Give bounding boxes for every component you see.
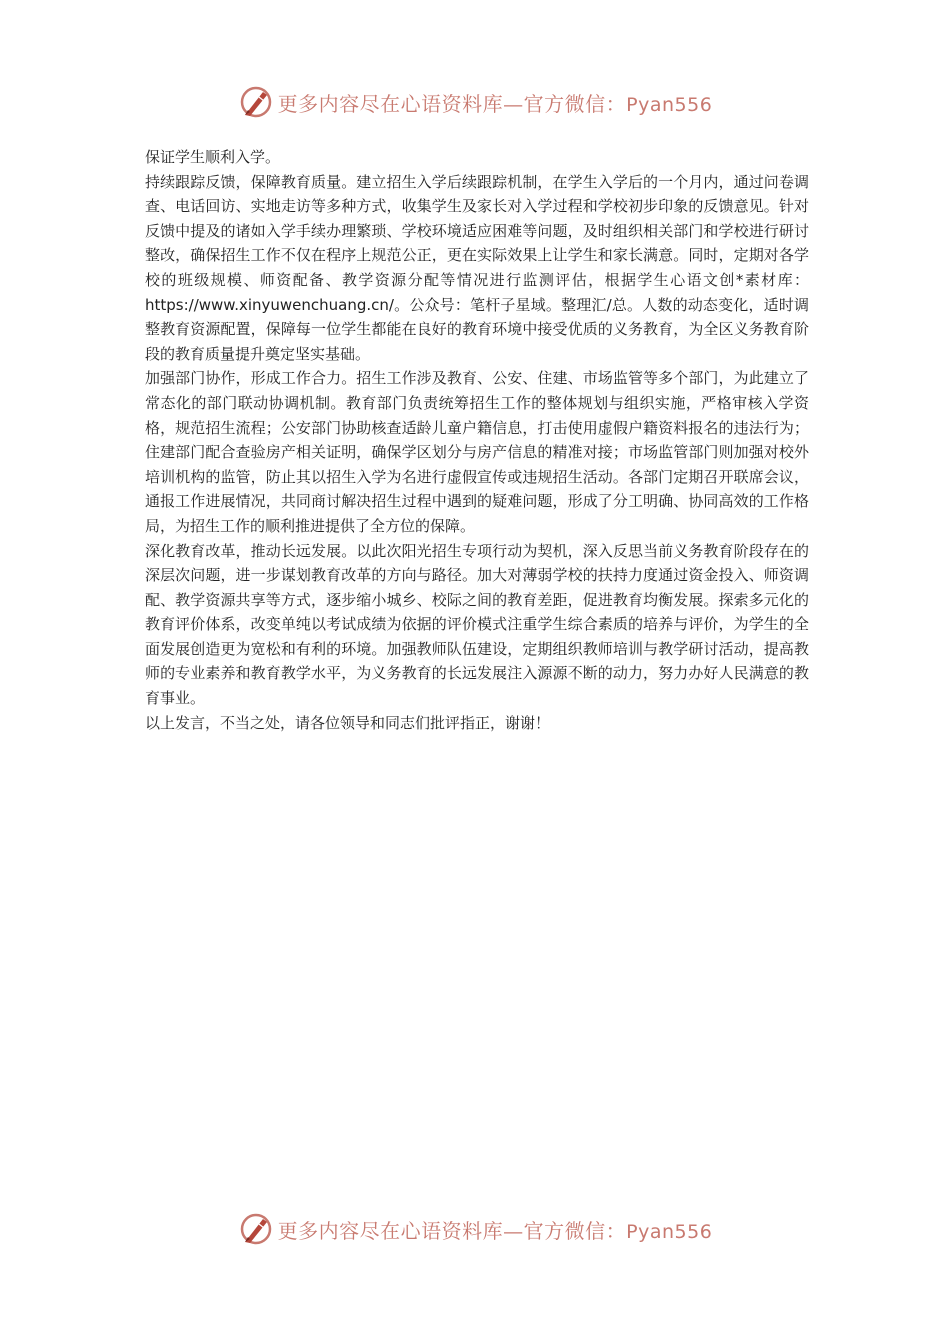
banner-text (278, 1215, 713, 1244)
banner-text-cn: 更多内容尽在心语资料库—官方微信： (277, 1218, 627, 1243)
paragraph-reform: 深化教育改革，推动长远发展。以此次阳光招生专项行动为契机，深入反思当前义务教育阶段存在的深层次问题，进一步谋划教育改革的方向与路径。加大对薄弱学校的扶持力度通过资金投入、师资调配、教学资源共享等方式，逐步缩小城乡、校际之间的教育差距，促进教育均衡发展。探索多元化的教育评价体系，改变单纯以考试成绩为依据的评价模式注重学生综合素质的培养与评价，为学生的全面发展创造更为宽松和有利的环境。加强教师队伍建设，定期组织教师培训与教学研讨活动，提高教师的专业素养和教育教学水平，为义务教育的长远发展注入源源不断的动力，努力办好人民满意的教育事业。 (145, 541, 809, 708)
footer-banner (0, 1209, 950, 1249)
banner-text (278, 88, 713, 117)
banner-wechat-id: Pyan556 (626, 1220, 713, 1243)
header-banner (0, 82, 950, 122)
paragraph-closing: 以上发言，不当之处，请各位领导和同志们批评指正，谢谢！ (145, 713, 551, 732)
paragraph-feedback: 持续跟踪反馈，保障教育质量。建立招生入学后续跟踪机制，在学生入学后的一个月内，通过问卷调查、电话回访、实地走访等多种方式，收集学生及家长对入学过程和学校初步印象的反馈意见。针对反馈中提及的诸如入学手续办理繁琐、学校环境适应困难等问题，及时组织相关部门和学校进行研讨整改，确保招生工作不仅在程序上规范公正，更在实际效果上让学生和家长满意。同时，定期对各学校的班级规模、师资配备、教学资源分配等情况进行监测评估，根据学生心语文创*素材库：https://www.xinyuwenchuang.cn/。公众号：笔杆子星域。整理汇/总。人数的动态变化，适时调整教育资源配置，保障每一位学生都能在良好的教育环境中接受优质的义务教育，为全区义务教育阶段的教育质量提升奠定坚实基础。 (145, 172, 809, 363)
paragraph-cooperation: 加强部门协作，形成工作合力。招生工作涉及教育、公安、住建、市场监管等多个部门，为此建立了常态化的部门联动协调机制。教育部门负责统筹招生工作的整体规划与组织实施，严格审核入学资格，规范招生流程；公安部门协助核查适龄儿童户籍信息，打击使用虚假户籍资料报名的违法行为；住建部门配合查验房产相关证明，确保学区划分与房产信息的精准对接；市场监管部门则加强对校外培训机构的监管，防止其以招生入学为名进行虚假宣传或违规招生活动。各部门定期召开联席会议，通报工作进展情况，共同商讨解决招生过程中遇到的疑难问题，形成了分工明确、协同高效的工作格局，为招生工作的顺利推进提供了全方位的保障。 (145, 369, 809, 535)
pen-quill-logo-icon (238, 1211, 274, 1247)
banner-wechat-id: Pyan556 (626, 93, 713, 116)
banner-text-cn: 更多内容尽在心语资料库—官方微信： (277, 91, 627, 116)
document-body (145, 145, 809, 735)
pen-quill-logo-icon (238, 84, 274, 120)
paragraph-intro-tail: 保证学生顺利入学。 (145, 148, 281, 166)
